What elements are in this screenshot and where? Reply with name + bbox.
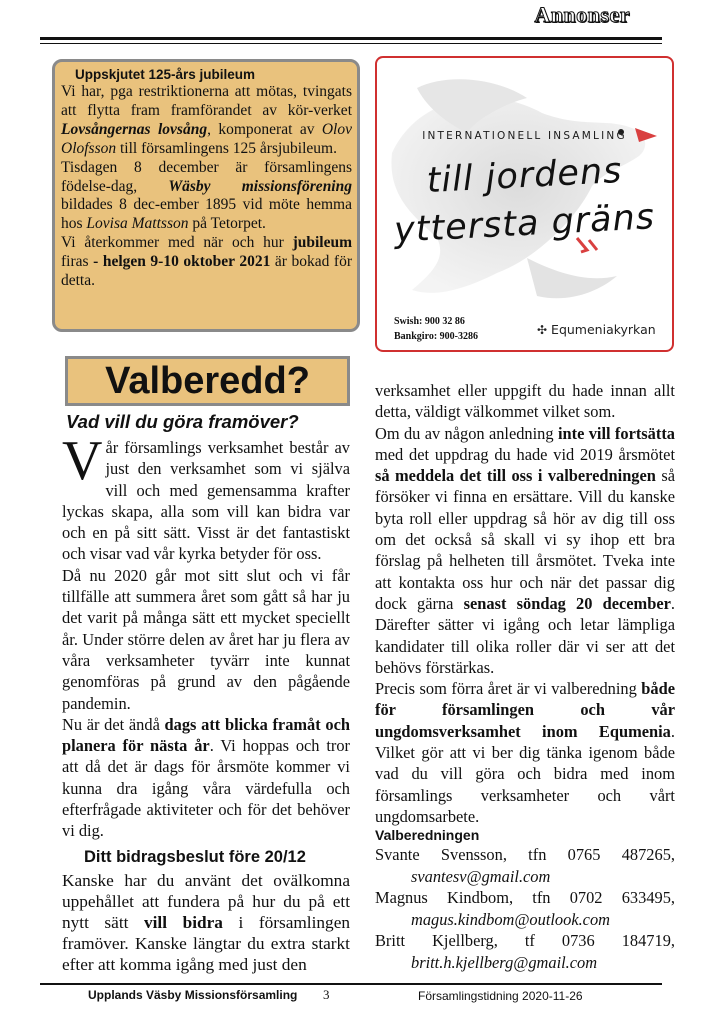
text-bold: vill bidra xyxy=(143,912,223,932)
contact-email[interactable]: magus.kindbom@outlook.com xyxy=(411,909,610,929)
text: Nu är det ändå xyxy=(62,714,165,734)
text: med det uppdrag du hade vid 2019 årsmötet xyxy=(375,444,675,464)
section-heading: Ditt bidragsbeslut före 20/12 xyxy=(84,847,306,866)
deadline-bold: senast söndag 20 december xyxy=(463,593,671,613)
text: . Vilket gör att vi ber dig tänka igenom både vad du vill göra och bidra med inom församlings verksamheter och vårt ungdomsarbete. xyxy=(375,721,675,826)
header-rule-thin xyxy=(40,43,662,44)
text: Kanske har du använt det ovälkomna uppehållet att fundera på hur du på ett nytt sätt xyxy=(62,870,350,932)
text: till församlingens 125 årsjubileum. xyxy=(116,139,337,157)
article-left-column xyxy=(62,430,351,975)
contact-email[interactable]: svantesv@gmail.com xyxy=(411,866,551,886)
text-bold: dags att blicka framåt och planera för nästa år xyxy=(62,714,350,756)
composer-name: Olov Olofsson xyxy=(61,120,352,157)
footer-publisher: Upplands Väsby Missionsförsamling xyxy=(88,988,298,1002)
contact-line: Svante Svensson, tfn 0765 487265, xyxy=(375,845,675,865)
article-paragraph-6 xyxy=(375,423,675,679)
article-subtitle: Vad vill du göra framöver? xyxy=(66,411,299,432)
text-bold: inte vill fortsätta xyxy=(557,423,675,443)
text: Vi återkommer med när och hur xyxy=(61,234,293,252)
committee-heading: Valberedningen xyxy=(375,827,480,844)
text: bildades 8 dec-ember 1895 vid möte hemma hos xyxy=(61,196,352,233)
article-paragraph-3 xyxy=(62,714,350,842)
jubilee-paragraph-3 xyxy=(61,234,352,291)
article-paragraph-2: Då nu 2020 går mot sitt slut och vi får tillfälle att summera året som gått så har ju det varit på många sätt ett mycket speciellt år. Under större delen av året har ju flera av våra verksamheter tyvärr inte kunnat genomföras på grund av den pågående pandemin. xyxy=(62,565,350,713)
text: Precis som förra året är vi valberedning xyxy=(375,679,642,699)
ad-headline-line-1: till jordens xyxy=(425,150,624,202)
article-paragraph-5: verksamhet eller uppgift du hade innan allt detta, väldigt välkommet vilket som. xyxy=(375,381,675,422)
cross-logo-icon: ✣ xyxy=(537,323,548,337)
text: Tisdagen 8 december är församlingens födelse-dag, xyxy=(61,158,352,195)
contact-line: Britt Kjellberg, tf 0736 184719, xyxy=(375,931,675,951)
text: firas xyxy=(61,253,94,271)
article-title-box xyxy=(65,356,350,406)
contact-list xyxy=(375,844,675,973)
article-paragraph-4 xyxy=(62,870,350,975)
ad-headline-line-2: yttersta gräns xyxy=(393,197,656,251)
text: så försöker vi finna en ersättare. Vill du kanske byta roll eller uppdrag så hör av dig till oss om det också så skall vi sy ihop ett bra förslag på helheten till årsmötet. Tveka inte att kontakta oss hur och när det passar dig dock gärna xyxy=(375,466,675,613)
page-number: 3 xyxy=(323,987,330,1002)
article-right-column xyxy=(375,380,675,973)
date-bold: - helgen 9-10 oktober 2021 xyxy=(93,253,271,271)
text-bold: både för församlingen och vår ungdomsverksamhet inom Equmenia xyxy=(375,679,675,741)
text-bold: jubileum xyxy=(292,234,352,252)
text: , komponerat av xyxy=(207,120,322,138)
header-rule xyxy=(40,37,662,40)
text: i församlingen framöver. Kanske längtar du extra starkt efter att komma igång med just den xyxy=(62,912,351,974)
text: . Vi hoppas och tror att då det är dags för årsmöte kommer vi kunna dra igång våra värdefulla och efterfrågade aktiviteter och för det behöver vi dig. xyxy=(62,736,350,841)
article-title: Valberedd? xyxy=(105,360,310,402)
work-title: Lovsångernas lovsång xyxy=(61,120,208,138)
text: på Tetorpet. xyxy=(188,215,266,233)
ad-organisation xyxy=(537,322,656,337)
contact-line: Magnus Kindbom, tfn 0702 633495, xyxy=(375,888,675,908)
organisation-name: Wäsby missionsförening xyxy=(168,177,352,195)
page-section-title: Annonser xyxy=(534,2,630,27)
text: år församlings verksamhet består av just den verksamhet som vi själva vill och med gemensamma krafter lyckas skapa, alla som vill kan bidra var och en på sitt sätt. Visst är det fantastiskt och visar vad vår kyrka betyder för oss. xyxy=(62,438,350,564)
ad-tagline: INTERNATIONELL INSAMLING xyxy=(422,130,627,142)
contact-email[interactable]: britt.h.kjellberg@gmail.com xyxy=(411,952,598,972)
text: är bokad för detta. xyxy=(61,253,353,290)
jubilee-notice-box xyxy=(52,59,360,332)
jubilee-title: Uppskjutet 125-års jubileum xyxy=(75,67,256,82)
text: . Därefter sätter vi igång och letar lämpliga kandidater till olika roller där vi ser att det behövs förstärkas. xyxy=(375,593,675,677)
footer-rule xyxy=(40,983,662,985)
fundraising-ad xyxy=(375,56,674,352)
article-paragraph-7 xyxy=(375,678,675,827)
swish-number: Swish: 900 32 86 xyxy=(394,316,465,327)
text: Om du av någon anledning xyxy=(375,423,558,443)
text-bold: så meddela det till oss i valberedningen xyxy=(375,466,656,486)
jubilee-paragraph-1 xyxy=(61,83,352,159)
drop-cap: V xyxy=(62,430,103,492)
person-name: Lovisa Mattsson xyxy=(86,215,189,233)
organisation-name: Equmeniakyrkan xyxy=(551,322,656,337)
bankgiro-number: Bankgiro: 900-3286 xyxy=(394,331,478,342)
article-paragraph-1 xyxy=(62,430,350,565)
text: Vi har, pga restriktionerna att mötas, tvingats att flytta fram framförandet av kör-verket xyxy=(61,83,352,119)
footer-issue: Församlingstidning 2020-11-26 xyxy=(418,989,583,1003)
jubilee-paragraph-2 xyxy=(61,159,352,235)
